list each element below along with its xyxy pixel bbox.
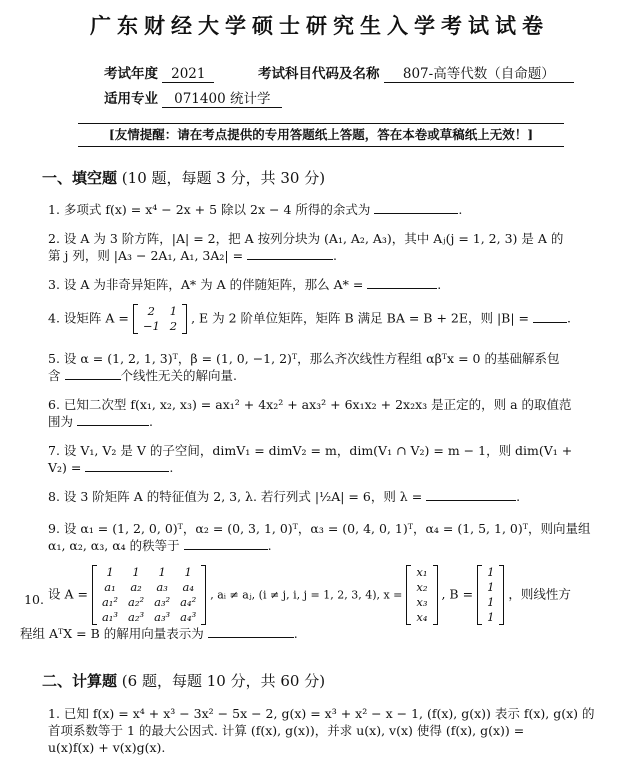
exam-title: 广东财经大学硕士研究生入学考试试卷: [90, 13, 549, 38]
question-10: 10. 设 A = 1 1 1 1 a₁ a₂ a₃ a₄ a₁² a₂² a₃² a₄² a₁³ a₂³ a₃³ a₄³ , aᵢ ≠ aⱼ, (i ≠ j, i, j = 1, 2, 3, 4), x = x₁ x₂ x₃ x₄ , B = 1 1 1 1 ，则线性方 程组 AᵀX = B 的解用向量表示为 .: [20, 565, 571, 641]
question-9: 9. 设 α₁ = (1, 2, 0, 0)ᵀ，α₂ = (0, 3, 1, 0)ᵀ，α₃ = (0, 4, 0, 1)ᵀ，α₄ = (1, 5, 1, 0)ᵀ，则向量组 α₁, α₂, α₃, α₄ 的秩等于 .: [48, 521, 591, 553]
exam-subject-value: 807-高等代数（自命题）: [384, 62, 574, 83]
answer-blank: [85, 459, 169, 472]
answer-blank: [367, 276, 437, 289]
exam-year: 考试年度 2021: [104, 62, 214, 83]
question-5: 5. 设 α = (1, 2, 1, 3)ᵀ，β = (1, 0, −1, 2)ᵀ，那么齐次线性方程组 αβᵀx = 0 的基础解系包 含 个线性无关的解向量.: [48, 351, 560, 383]
answer-blank: [374, 201, 458, 214]
exam-major-value: 071400 统计学: [162, 87, 282, 108]
question-2: 2. 设 A 为 3 阶方阵，|A| = 2，把 A 按列分块为 (A₁, A₂, A₃)，其中 Aⱼ(j = 1, 2, 3) 是 A 的 第 j 列，则 |A₃ − 2A₁, A₁, 3A₂| = .: [48, 231, 564, 263]
vector-B: 1 1 1 1: [477, 565, 504, 625]
answer-blank: [208, 625, 294, 638]
exam-subject: 考试科目代码及名称 807-高等代数（自命题）: [258, 62, 574, 83]
answer-blank: [247, 247, 333, 260]
question-1: 1. 多项式 f(x) = x⁴ − 2x + 5 除以 2x − 4 所得的余式为 .: [48, 202, 463, 217]
question-3: 3. 设 A 为非奇异矩阵，A* 为 A 的伴随矩阵，那么 A* = .: [48, 277, 442, 292]
section-fill-in: 一、填空题 (10 题，每题 3 分，共 30 分): [42, 169, 326, 187]
answer-blank: [184, 537, 268, 550]
reminder-notice: [友情提醒：请在考点提供的专用答题纸上答题，答在本卷或草稿纸上无效！]: [78, 123, 564, 147]
question-7: 7. 设 V₁, V₂ 是 V 的子空间，dimV₁ = dimV₂ = m，dim(V₁ ∩ V₂) = m − 1，则 dim(V₁ + V₂) = .: [48, 443, 573, 475]
answer-blank: [77, 413, 149, 426]
exam-year-value: 2021: [162, 66, 214, 83]
question-8: 8. 设 3 阶矩阵 A 的特征值为 2, 3, λ. 若行列式 |½A| = 6，则 λ = .: [48, 489, 521, 504]
matrix-vandermonde: 1 1 1 1 a₁ a₂ a₃ a₄ a₁² a₂² a₃² a₄² a₁³ a₂³ a₃³ a₄³: [92, 565, 206, 625]
question-4: 4. 设矩阵 A = 2 1 −1 2 , E 为 2 阶单位矩阵，矩阵 B 满足 BA = B + 2E，则 |B| = .: [48, 304, 571, 333]
section-calculation: 二、计算题 (6 题，每题 10 分，共 60 分): [42, 672, 326, 690]
question-6: 6. 已知二次型 f(x₁, x₂, x₃) = ax₁² + 4x₂² + ax₃² + 6x₁x₂ + 2x₂x₃ 是正定的，则 a 的取值范 围为 .: [48, 397, 572, 429]
calc-question-1: 1. 已知 f(x) = x⁴ + x³ − 3x² − 5x − 2, g(x) = x³ + x² − x − 1, (f(x), g(x)) 表示 f(x), g(x) 的 首项系数等于 1 的最大公因式. 计算 (f(x), g(x))，并求 u(x), v(x) 使得 (f(x), g(x)) = u(x)f(x) + v(x)g(x).: [48, 706, 595, 755]
exam-major: 适用专业 071400 统计学: [104, 87, 282, 108]
answer-blank: [426, 488, 516, 501]
matrix-A: 2 1 −1 2: [133, 304, 187, 334]
answer-blank: [65, 367, 121, 380]
vector-x: x₁ x₂ x₃ x₄: [406, 565, 437, 625]
answer-blank: [533, 310, 567, 323]
